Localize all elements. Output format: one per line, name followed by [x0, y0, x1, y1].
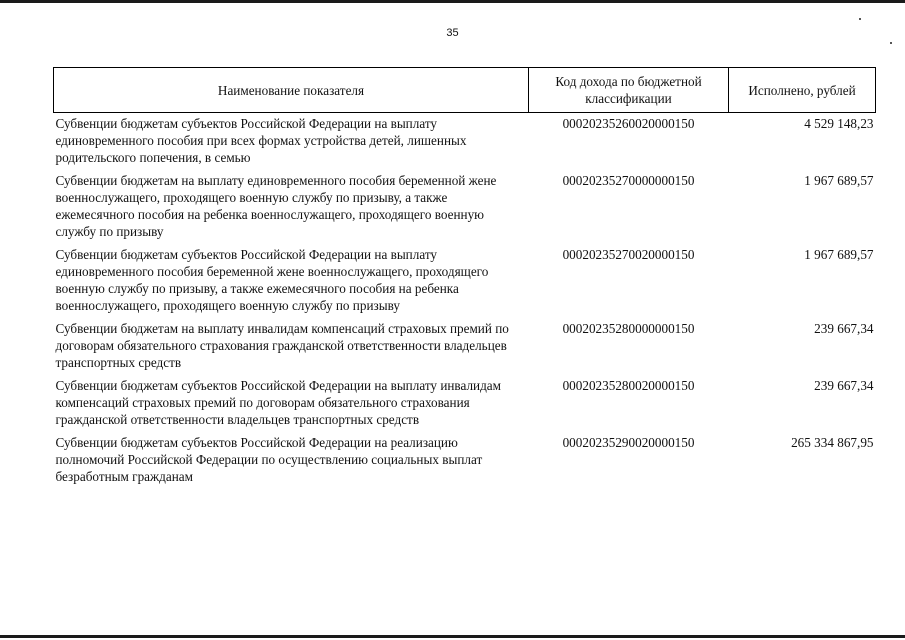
- table-row: [54, 432, 876, 489]
- row-code-cell: 00020235280020000150: [562, 378, 695, 393]
- row-name-cell: Субвенции бюджетам субъектов Российской Федерации на выплату единовременного пособия при всех формах устройства детей, лишенных родительского попечения, в семью: [55, 116, 467, 165]
- row-amount-cell: 239 667,34: [814, 378, 874, 393]
- row-name-cell: Субвенции бюджетам субъектов Российской Федерации на реализацию полномочий Российской Федерации по осуществлению социальных выплат безработным гражданам: [55, 435, 483, 484]
- table-row: [54, 375, 876, 432]
- page-number: 35: [446, 27, 459, 39]
- row-amount-cell: 239 667,34: [814, 321, 874, 336]
- scan-border-bottom: [0, 635, 905, 638]
- row-amount-cell: 265 334 867,95: [791, 435, 874, 450]
- revenue-table: [53, 67, 876, 489]
- row-name-cell: Субвенции бюджетам на выплату единовременного пособия беременной жене военнослужащего, проходящего военную службу по призыву, а также ежемесячного пособия на ребенка военнослужащего, проходящего военную службу по призыву: [55, 173, 497, 239]
- table-row: [54, 113, 876, 171]
- table-row: [54, 170, 876, 244]
- row-name-cell: Субвенции бюджетам на выплату инвалидам компенсаций страховых премий по договорам обязательного страхования гражданской ответственности владельцев транспортных средств: [55, 321, 509, 370]
- table-row: [54, 244, 876, 318]
- row-code-cell: 00020235270000000150: [562, 173, 695, 188]
- row-code-cell: 00020235270020000150: [562, 247, 695, 262]
- table-header-row: [54, 68, 876, 113]
- table-row: [54, 318, 876, 375]
- row-code-cell: 00020235260020000150: [562, 116, 695, 131]
- row-name-cell: Субвенции бюджетам субъектов Российской Федерации на выплату инвалидам компенсаций страховых премий по договорам обязательного страхования гражданской ответственности владельцев транспортных средств: [55, 378, 501, 427]
- row-amount-cell: 1 967 689,57: [804, 247, 874, 262]
- row-code-cell: 00020235290020000150: [562, 435, 695, 450]
- column-header-amount: Исполнено, рублей: [729, 68, 876, 113]
- column-header-name: Наименование показателя: [54, 68, 529, 113]
- scan-border-top: [0, 0, 905, 3]
- scan-speck: [890, 42, 892, 44]
- column-header-code: Код дохода по бюджетной классификации: [529, 68, 729, 113]
- row-amount-cell: 4 529 148,23: [804, 116, 874, 131]
- row-amount-cell: 1 967 689,57: [804, 173, 874, 188]
- row-name-cell: Субвенции бюджетам субъектов Российской Федерации на выплату единовременного пособия беременной жене военнослужащего, проходящего военную службу по призыву, а также ежемесячного пособия на ребенка военнослужащего, проходящего военную службу по призыву: [55, 247, 489, 313]
- row-code-cell: 00020235280000000150: [562, 321, 695, 336]
- scan-speck: [859, 18, 861, 20]
